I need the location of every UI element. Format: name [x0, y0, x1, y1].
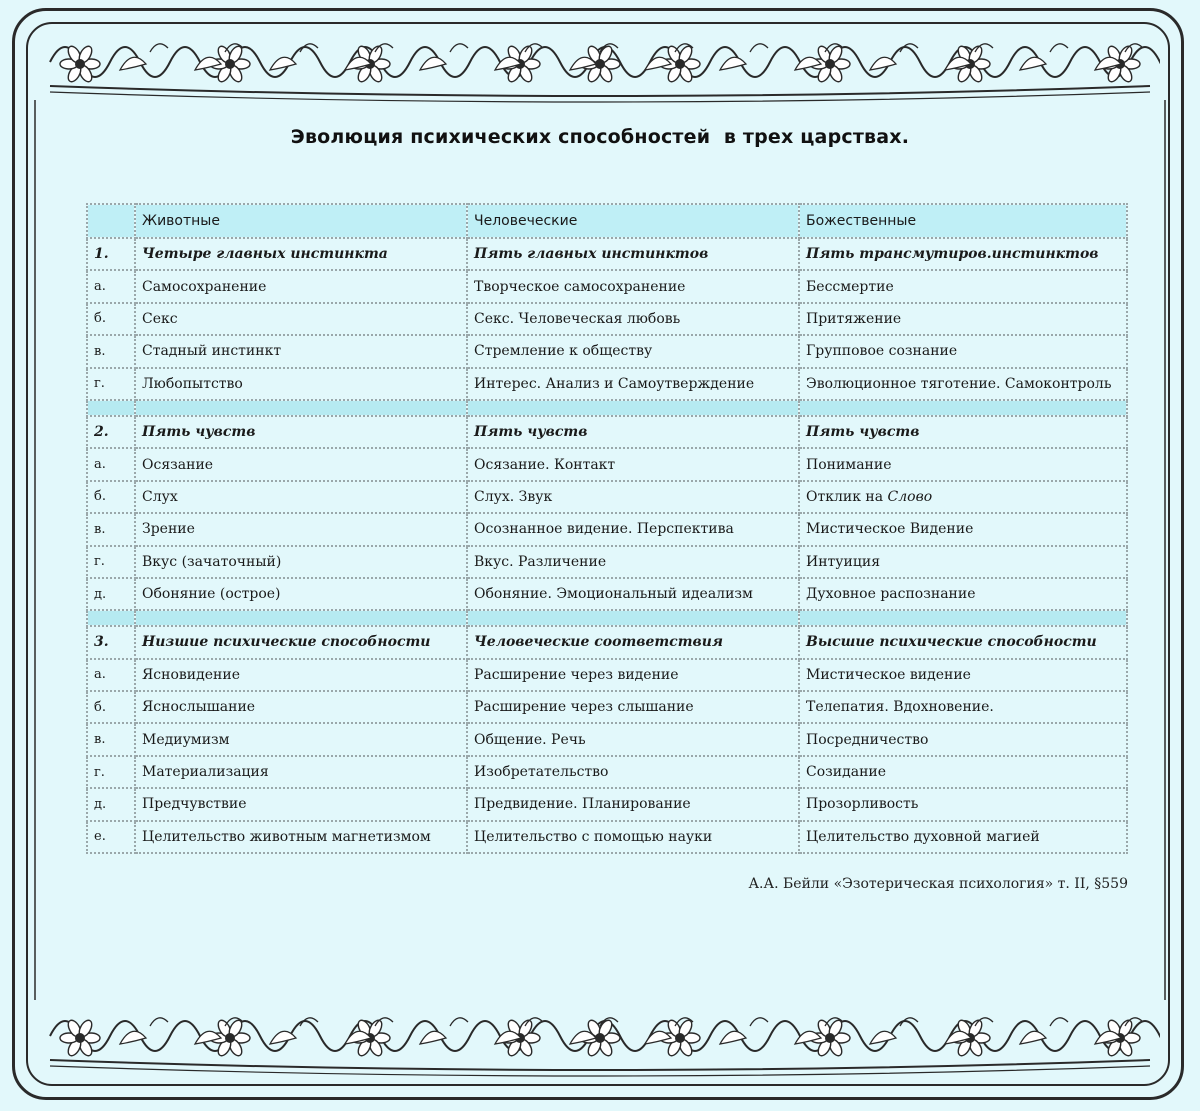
cell-text: Секс	[142, 310, 178, 327]
table-cell	[135, 691, 467, 723]
section-title-cell: Пять чувств	[799, 416, 1127, 448]
table-cell	[799, 481, 1127, 513]
table-row	[87, 368, 1127, 400]
source-credit: А.А. Бейли «Эзотерическая психология» т. II, §559	[748, 876, 1128, 892]
row-letter: в.	[87, 335, 135, 367]
cell-text: Интерес. Анализ и Самоутверждение	[474, 375, 755, 392]
cell-text: Яснослышание	[142, 699, 256, 716]
row-letter: д.	[87, 578, 135, 610]
cell-text: Слух. Звук	[474, 488, 553, 505]
table-cell	[135, 788, 467, 820]
cell-italic-word: Слово	[887, 488, 933, 505]
row-letter: д.	[87, 788, 135, 820]
table-cell	[135, 270, 467, 302]
table-cell	[799, 368, 1127, 400]
table-cell	[799, 303, 1127, 335]
table-cell	[135, 303, 467, 335]
cell-text: Вкус (зачаточный)	[142, 553, 282, 570]
cell-text: Понимание	[806, 456, 892, 473]
cell-text: Мистическое Видение	[806, 521, 974, 538]
section-number: 1.	[87, 238, 135, 270]
table-row	[87, 578, 1127, 610]
row-letter: а.	[87, 270, 135, 302]
row-letter: в.	[87, 723, 135, 755]
separator-cell	[467, 400, 799, 416]
separator-cell	[799, 610, 1127, 626]
header-index-cell	[87, 204, 135, 238]
table-cell	[799, 270, 1127, 302]
table-cell	[467, 756, 799, 788]
table-cell	[799, 546, 1127, 578]
table-cell	[467, 546, 799, 578]
section-number: 2.	[87, 416, 135, 448]
table-cell	[135, 481, 467, 513]
table-row	[87, 788, 1127, 820]
cell-text: Осязание. Контакт	[474, 456, 616, 473]
table-row	[87, 335, 1127, 367]
table-cell	[799, 578, 1127, 610]
section-title-cell: Человеческие соответствия	[467, 626, 799, 658]
cell-text: Телепатия. Вдохновение.	[806, 699, 994, 716]
cell-text: Расширение через слышание	[474, 699, 694, 716]
section-title-cell: Пять трансмутиров.инстинктов	[799, 238, 1127, 270]
floral-ornament-bottom	[40, 996, 1160, 1080]
cell-text: Стадный инстинкт	[142, 343, 282, 360]
table-cell	[467, 368, 799, 400]
table-row	[87, 481, 1127, 513]
table-row	[87, 756, 1127, 788]
table-cell	[799, 691, 1127, 723]
section-title-cell: Пять чувств	[467, 416, 799, 448]
abilities-table-body	[87, 204, 1127, 853]
cell-text: Групповое сознание	[806, 343, 958, 360]
separator-cell	[467, 610, 799, 626]
table-cell	[467, 659, 799, 691]
table-row	[87, 513, 1127, 545]
table-cell	[135, 368, 467, 400]
table-cell	[467, 303, 799, 335]
table-row	[87, 691, 1127, 723]
table-cell	[467, 481, 799, 513]
cell-text: Осязание	[142, 456, 214, 473]
section-title-row	[87, 238, 1127, 270]
section-title-cell: Пять главных инстинктов	[467, 238, 799, 270]
cell-text: Отклик на	[806, 488, 888, 505]
section-number: 3.	[87, 626, 135, 658]
table-cell	[467, 448, 799, 480]
table-cell	[467, 578, 799, 610]
cell-text: Ясновидение	[142, 666, 240, 683]
abilities-table	[86, 203, 1128, 854]
cell-text: Осознанное видение. Перспектива	[474, 521, 734, 538]
table-cell	[135, 513, 467, 545]
cell-text: Самосохранение	[142, 278, 267, 295]
section-title-cell: Низшие психические способности	[135, 626, 467, 658]
cell-text: Мистическое видение	[806, 666, 971, 683]
row-letter: б.	[87, 303, 135, 335]
cell-text: Общение. Речь	[474, 731, 586, 748]
cell-text: Интуиция	[806, 553, 881, 570]
header-divine: Божественные	[799, 204, 1127, 238]
table-cell	[135, 546, 467, 578]
table-cell	[135, 578, 467, 610]
table-cell	[467, 788, 799, 820]
section-title-cell: Четыре главных инстинкта	[135, 238, 467, 270]
table-cell	[467, 270, 799, 302]
row-letter: г.	[87, 546, 135, 578]
header-animal: Животные	[135, 204, 467, 238]
ornament-side-left	[28, 100, 42, 1000]
separator-cell	[87, 400, 135, 416]
ornament-side-right	[1158, 100, 1172, 1000]
cell-text: Любопытство	[142, 375, 243, 392]
cell-text: Эволюционное тяготение. Самоконтроль	[806, 375, 1112, 392]
table-cell	[135, 335, 467, 367]
section-separator-row	[87, 400, 1127, 416]
table-cell	[467, 691, 799, 723]
row-letter: г.	[87, 756, 135, 788]
cell-text: Изобретательство	[474, 764, 609, 781]
cell-text: Обоняние (острое)	[142, 586, 281, 603]
table-cell	[467, 335, 799, 367]
section-title-row	[87, 626, 1127, 658]
cell-text: Материализация	[142, 764, 269, 781]
cell-text: Целительство духовной магией	[806, 828, 1040, 845]
table-header-row	[87, 204, 1127, 238]
section-title-cell: Высшие психические способности	[799, 626, 1127, 658]
section-title-cell: Пять чувств	[135, 416, 467, 448]
table-cell	[135, 448, 467, 480]
cell-text: Посредничество	[806, 731, 929, 748]
row-letter: б.	[87, 481, 135, 513]
table-cell	[799, 821, 1127, 853]
separator-cell	[87, 610, 135, 626]
cell-text: Духовное распознание	[806, 586, 976, 603]
table-cell	[135, 659, 467, 691]
cell-text: Целительство с помощью науки	[474, 828, 713, 845]
section-separator-row	[87, 610, 1127, 626]
header-human: Человеческие	[467, 204, 799, 238]
cell-text: Притяжение	[806, 310, 902, 327]
table-cell	[467, 723, 799, 755]
cell-text: Стремление к обществу	[474, 343, 653, 360]
page-title: Эволюция психических способностей в трех царствах.	[290, 126, 910, 148]
cell-text: Вкус. Различение	[474, 553, 607, 570]
table-cell	[467, 821, 799, 853]
table-row	[87, 659, 1127, 691]
separator-cell	[799, 400, 1127, 416]
cell-text: Созидание	[806, 764, 887, 781]
cell-text: Зрение	[142, 521, 195, 538]
cell-text: Бессмертие	[806, 278, 894, 295]
section-title-row	[87, 416, 1127, 448]
table-cell	[799, 723, 1127, 755]
cell-text: Предчувствие	[142, 796, 247, 813]
cell-text: Секс. Человеческая любовь	[474, 310, 681, 327]
cell-text: Расширение через видение	[474, 666, 679, 683]
table-cell	[799, 448, 1127, 480]
cell-text: Слух	[142, 488, 178, 505]
cell-text: Целительство животным магнетизмом	[142, 828, 431, 845]
table-cell	[799, 659, 1127, 691]
table-row	[87, 821, 1127, 853]
table-row	[87, 303, 1127, 335]
row-letter: в.	[87, 513, 135, 545]
table-cell	[135, 821, 467, 853]
table-cell	[467, 513, 799, 545]
cell-text: Предвидение. Планирование	[474, 796, 691, 813]
row-letter: а.	[87, 448, 135, 480]
cell-text: Творческое самосохранение	[474, 278, 686, 295]
separator-cell	[135, 610, 467, 626]
table-row	[87, 448, 1127, 480]
row-letter: а.	[87, 659, 135, 691]
separator-cell	[135, 400, 467, 416]
table-cell	[799, 756, 1127, 788]
table-cell	[799, 335, 1127, 367]
table-cell	[135, 723, 467, 755]
table-row	[87, 723, 1127, 755]
cell-text: Обоняние. Эмоциональный идеализм	[474, 586, 753, 603]
row-letter: е.	[87, 821, 135, 853]
table-cell	[799, 788, 1127, 820]
cell-text: Медиумизм	[142, 731, 230, 748]
table-row	[87, 270, 1127, 302]
floral-ornament-top	[40, 22, 1160, 106]
table-cell	[135, 756, 467, 788]
row-letter: б.	[87, 691, 135, 723]
cell-text: Прозорливость	[806, 796, 919, 813]
table-row	[87, 546, 1127, 578]
row-letter: г.	[87, 368, 135, 400]
table-cell	[799, 513, 1127, 545]
